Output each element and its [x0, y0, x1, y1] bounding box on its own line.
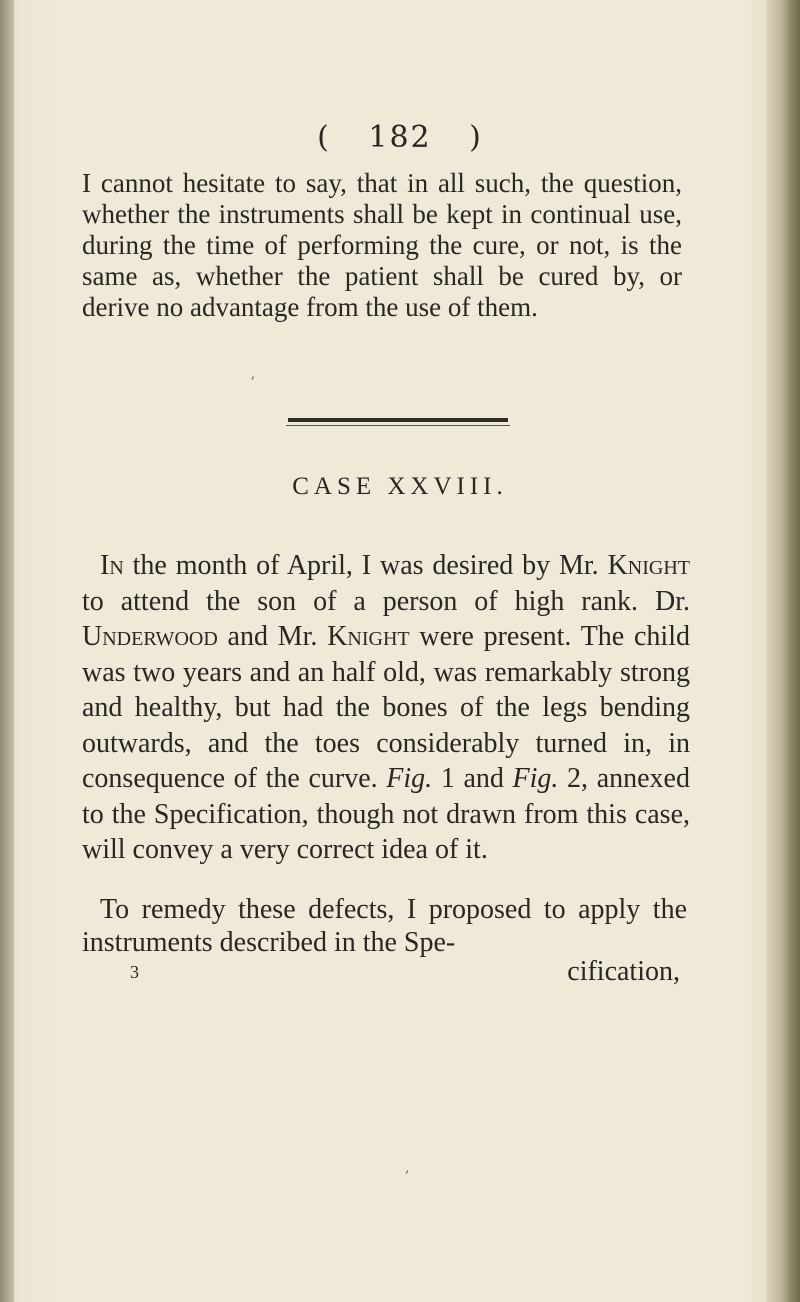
page-footer [130, 956, 680, 990]
fig-ref-1: Fig. [386, 763, 433, 794]
section-divider [288, 418, 508, 422]
page-header [0, 120, 800, 155]
para3-text: To remedy these defects, I proposed to apply the instruments described in the Spe- [82, 894, 687, 958]
drop-lead-word: In [100, 550, 124, 581]
right-page-edge [766, 0, 800, 1302]
para2-text-2: to attend the son of a person of high rank. Dr. [82, 585, 690, 617]
header-close-paren: ) [469, 120, 483, 155]
page-number: 182 [368, 120, 432, 155]
name-knight-1: Knight [607, 550, 690, 581]
para2-text-4: were present. The child was two years and an half old, was remarkably strong and healthy, but had the bones of the legs bending outwards, and the toes considerably turned in, in consequence of the curve. [82, 621, 690, 794]
para2-text-3: and Mr. [217, 621, 328, 652]
header-open-paren: ( [317, 120, 331, 155]
fig-ref-2: Fig. [512, 763, 559, 794]
name-underwood: Underwood [82, 621, 218, 652]
para2-text-1: the month of April, I was desired by Mr. [123, 550, 608, 581]
name-knight-2: Knight [327, 621, 410, 652]
case-heading: CASE XXVIII. [292, 473, 508, 500]
signature-mark: 3 [130, 962, 139, 982]
para2-text-6: 2, annexed to the Specification, though not drawn from this case, will convey a very correct idea of it. [82, 763, 690, 865]
ink-speck: ʼ [250, 375, 255, 391]
catchword: cification, [567, 956, 680, 987]
left-page-edge [0, 0, 14, 1302]
paragraph-1: I cannot hesitate to say, that in all such, the question, whether the instruments shall be kept in continual use, during the time of performing the cure, or not, is the same as, whether the patient shall be cured by, or derive no advantage from the use of them. [82, 168, 682, 322]
paragraph-3 [82, 893, 687, 959]
ink-speck: , [405, 1160, 410, 1176]
para2-text-5: 1 and [432, 763, 513, 794]
paragraph-2 [82, 548, 690, 868]
